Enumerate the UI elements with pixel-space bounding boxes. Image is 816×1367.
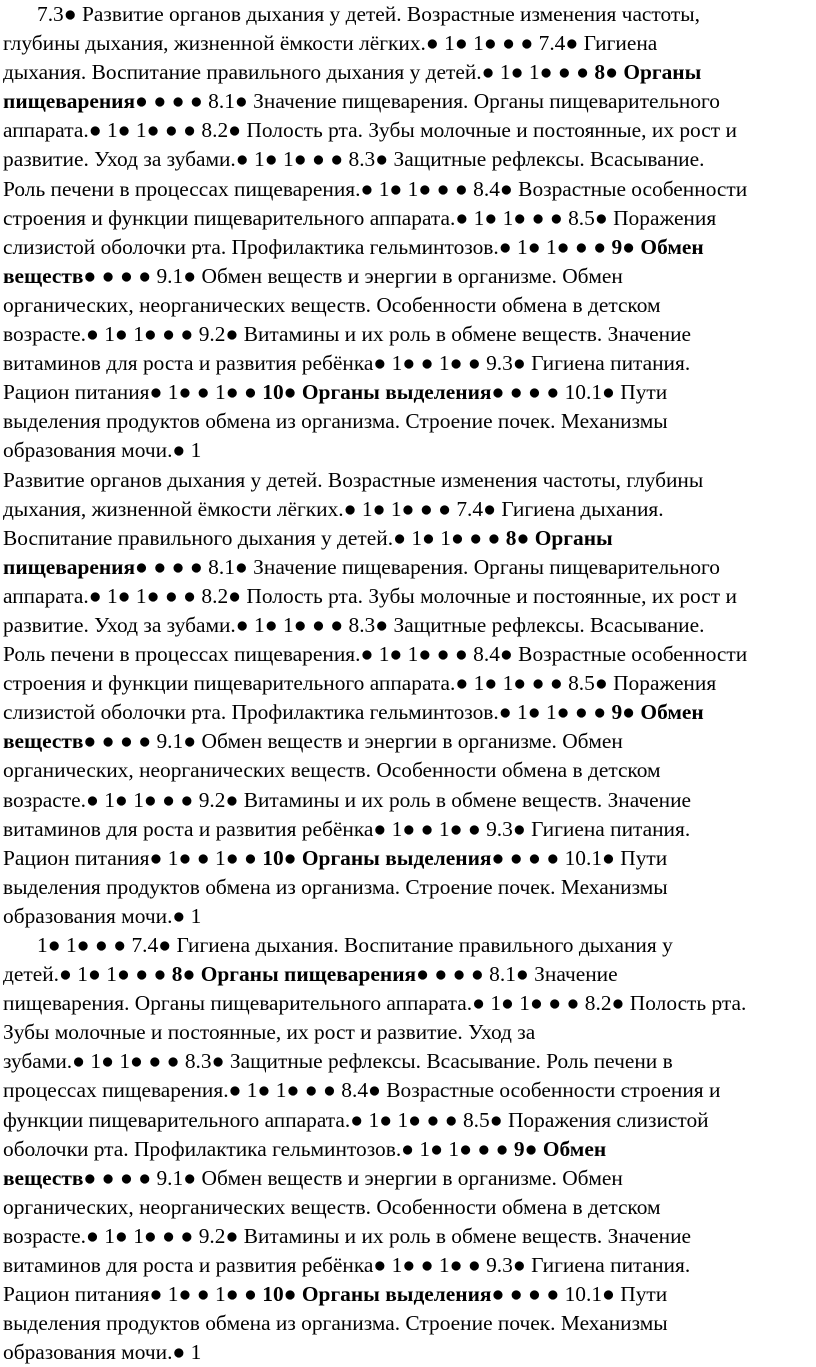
- text-line: [3, 175, 811, 204]
- text-run: дыхания, жизненной ёмкости лёгких.● 1● 1● ● ● 7.4● Гигиена дыхания.: [3, 496, 664, 521]
- section-heading: 10● Органы выделения● ● ● ●: [262, 380, 560, 405]
- section-heading: 10● Органы выделения● ● ● ●: [262, 845, 560, 870]
- text-line: [3, 58, 811, 87]
- text-line: [3, 349, 811, 378]
- text-line: [3, 87, 811, 116]
- text-line: [3, 204, 811, 233]
- text-line: [3, 902, 811, 931]
- text-run: органических, неорганических веществ. Особенности обмена в детском: [3, 758, 661, 783]
- text-line: [3, 291, 811, 320]
- section-heading: веществ● ● ● ●: [3, 1165, 152, 1190]
- text-run: образования мочи.● 1: [3, 1340, 202, 1365]
- section-heading: веществ● ● ● ●: [3, 729, 152, 754]
- text-run: Роль печени в процессах пищеварения.● 1● 1● ● ● 8.4● Возрастные особенности: [3, 642, 748, 667]
- text-run: глубины дыхания, жизненной ёмкости лёгких.● 1● 1● ● ● 7.4● Гигиена: [3, 31, 658, 56]
- text-run: детей.● 1● 1● ● ●: [3, 962, 172, 987]
- document-page: [3, 0, 811, 1367]
- text-run: развитие. Уход за зубами.● 1● 1● ● ● 8.3● Защитные рефлексы. Всасывание.: [3, 147, 705, 172]
- text-run: Развитие органов дыхания у детей. Возрастные изменения частоты, глубины: [3, 467, 704, 492]
- text-run: 8.1● Значение пищеварения. Органы пищеварительного: [202, 554, 720, 579]
- text-line: [3, 262, 811, 291]
- section-heading: пищеварения● ● ● ●: [3, 89, 203, 114]
- text-line: [3, 582, 811, 611]
- text-run: Зубы молочные и постоянные, их рост и развитие. Уход за: [3, 1020, 536, 1045]
- text-line: [3, 727, 811, 756]
- text-run: Рацион питания● 1● ● 1● ●: [3, 845, 263, 870]
- text-line: [3, 1251, 811, 1280]
- text-run: 10.1● Пути: [559, 845, 668, 870]
- text-line: [3, 1047, 811, 1076]
- text-line: [3, 698, 811, 727]
- section-heading: 9● Обмен: [611, 234, 704, 259]
- text-line: [3, 1280, 811, 1309]
- text-line: [3, 116, 811, 145]
- text-run: оболочки рта. Профилактика гельминтозов.● 1● 1● ● ●: [3, 1136, 514, 1161]
- paragraph-block: [3, 0, 811, 466]
- text-run: 1● 1● ● ● 7.4● Гигиена дыхания. Воспитание правильного дыхания у: [37, 933, 673, 957]
- text-run: образования мочи.● 1: [3, 903, 202, 928]
- text-run: 8.1● Значение: [483, 962, 618, 987]
- text-line: [3, 378, 811, 407]
- text-run: возрасте.● 1● 1● ● ● 9.2● Витамины и их роль в обмене веществ. Значение: [3, 1223, 692, 1248]
- text-line: [3, 640, 811, 669]
- text-line: [3, 960, 811, 989]
- text-line: [3, 611, 811, 640]
- section-heading: пищеварения● ● ● ●: [3, 554, 203, 579]
- text-line: [3, 786, 811, 815]
- text-line: [3, 989, 811, 1018]
- text-run: 9.1● Обмен веществ и энергии в организме. Обмен: [151, 263, 623, 288]
- text-run: аппарата.● 1● 1● ● ● 8.2● Полость рта. Зубы молочные и постоянные, их рост и: [3, 118, 737, 143]
- text-run: 7.3● Развитие органов дыхания у детей. Возрастные изменения частоты,: [37, 2, 700, 26]
- text-line: [3, 931, 811, 960]
- text-run: возрасте.● 1● 1● ● ● 9.2● Витамины и их роль в обмене веществ. Значение: [3, 787, 692, 812]
- text-line: [3, 1135, 811, 1164]
- text-run: дыхания. Воспитание правильного дыхания у детей.● 1● 1● ● ●: [3, 60, 595, 85]
- paragraph-block: [3, 466, 811, 932]
- text-run: 10.1● Пути: [559, 380, 668, 405]
- text-line: [3, 1222, 811, 1251]
- text-run: строения и функции пищеварительного аппарата.● 1● 1● ● ● 8.5● Поражения: [3, 671, 717, 696]
- text-run: витаминов для роста и развития ребёнка● 1● ● 1● ● 9.3● Гигиена питания.: [3, 816, 691, 841]
- section-heading: 10● Органы выделения● ● ● ●: [262, 1282, 560, 1307]
- text-run: витаминов для роста и развития ребёнка● 1● ● 1● ● 9.3● Гигиена питания.: [3, 1253, 691, 1278]
- text-line: [3, 29, 811, 58]
- text-line: [3, 844, 811, 873]
- text-line: [3, 1076, 811, 1105]
- text-run: слизистой оболочки рта. Профилактика гельминтозов.● 1● 1● ● ●: [3, 700, 612, 725]
- text-run: развитие. Уход за зубами.● 1● 1● ● ● 8.3● Защитные рефлексы. Всасывание.: [3, 612, 705, 637]
- text-run: 9.1● Обмен веществ и энергии в организме. Обмен: [151, 729, 623, 754]
- section-heading: 8● Органы: [505, 525, 613, 550]
- text-run: возрасте.● 1● 1● ● ● 9.2● Витамины и их роль в обмене веществ. Значение: [3, 322, 692, 347]
- text-run: органических, неорганических веществ. Особенности обмена в детском: [3, 292, 661, 317]
- text-run: образования мочи.● 1: [3, 438, 202, 463]
- text-run: органических, неорганических веществ. Особенности обмена в детском: [3, 1194, 661, 1219]
- text-run: 10.1● Пути: [559, 1282, 668, 1307]
- text-line: [3, 436, 811, 465]
- text-line: [3, 815, 811, 844]
- text-run: строения и функции пищеварительного аппарата.● 1● 1● ● ● 8.5● Поражения: [3, 205, 717, 230]
- text-run: выделения продуктов обмена из организма. Строение почек. Механизмы: [3, 409, 668, 434]
- text-line: [3, 1164, 811, 1193]
- text-run: 8.1● Значение пищеварения. Органы пищеварительного: [202, 89, 720, 114]
- text-run: пищеварения. Органы пищеварительного аппарата.● 1● 1● ● ● 8.2● Полость рта.: [3, 991, 747, 1016]
- text-line: [3, 1193, 811, 1222]
- section-heading: 8● Органы пищеварения● ● ● ●: [171, 962, 484, 987]
- text-line: [3, 1018, 811, 1047]
- text-line: [3, 1106, 811, 1135]
- text-run: 9.1● Обмен веществ и энергии в организме. Обмен: [151, 1165, 623, 1190]
- text-line: [3, 873, 811, 902]
- text-run: выделения продуктов обмена из организма. Строение почек. Механизмы: [3, 1311, 668, 1336]
- text-line: [3, 524, 811, 553]
- section-heading: 9● Обмен: [513, 1136, 607, 1161]
- text-run: процессах пищеварения.● 1● 1● ● ● 8.4● Возрастные особенности строения и: [3, 1078, 721, 1103]
- text-line: [3, 145, 811, 174]
- text-line: [3, 0, 811, 29]
- text-line: [3, 553, 811, 582]
- text-run: зубами.● 1● 1● ● ● 8.3● Защитные рефлексы. Всасывание. Роль печени в: [3, 1049, 673, 1074]
- text-run: функции пищеварительного аппарата.● 1● 1● ● ● 8.5● Поражения слизистой: [3, 1107, 709, 1132]
- text-run: Рацион питания● 1● ● 1● ●: [3, 1282, 263, 1307]
- section-heading: веществ● ● ● ●: [3, 263, 152, 288]
- text-run: Воспитание правильного дыхания у детей.● 1● 1● ● ●: [3, 525, 506, 550]
- text-line: [3, 320, 811, 349]
- text-line: [3, 1338, 811, 1367]
- text-line: [3, 466, 811, 495]
- text-run: Роль печени в процессах пищеварения.● 1● 1● ● ● 8.4● Возрастные особенности: [3, 176, 748, 201]
- text-line: [3, 495, 811, 524]
- text-line: [3, 407, 811, 436]
- text-run: аппарата.● 1● 1● ● ● 8.2● Полость рта. Зубы молочные и постоянные, их рост и: [3, 583, 737, 608]
- section-heading: 8● Органы: [594, 60, 702, 85]
- text-run: витаминов для роста и развития ребёнка● 1● ● 1● ● 9.3● Гигиена питания.: [3, 351, 691, 376]
- paragraph-block: [3, 931, 811, 1367]
- text-run: Рацион питания● 1● ● 1● ●: [3, 380, 263, 405]
- text-line: [3, 756, 811, 785]
- section-heading: 9● Обмен: [611, 700, 704, 725]
- text-line: [3, 233, 811, 262]
- text-run: выделения продуктов обмена из организма. Строение почек. Механизмы: [3, 874, 668, 899]
- text-line: [3, 669, 811, 698]
- text-run: слизистой оболочки рта. Профилактика гельминтозов.● 1● 1● ● ●: [3, 234, 612, 259]
